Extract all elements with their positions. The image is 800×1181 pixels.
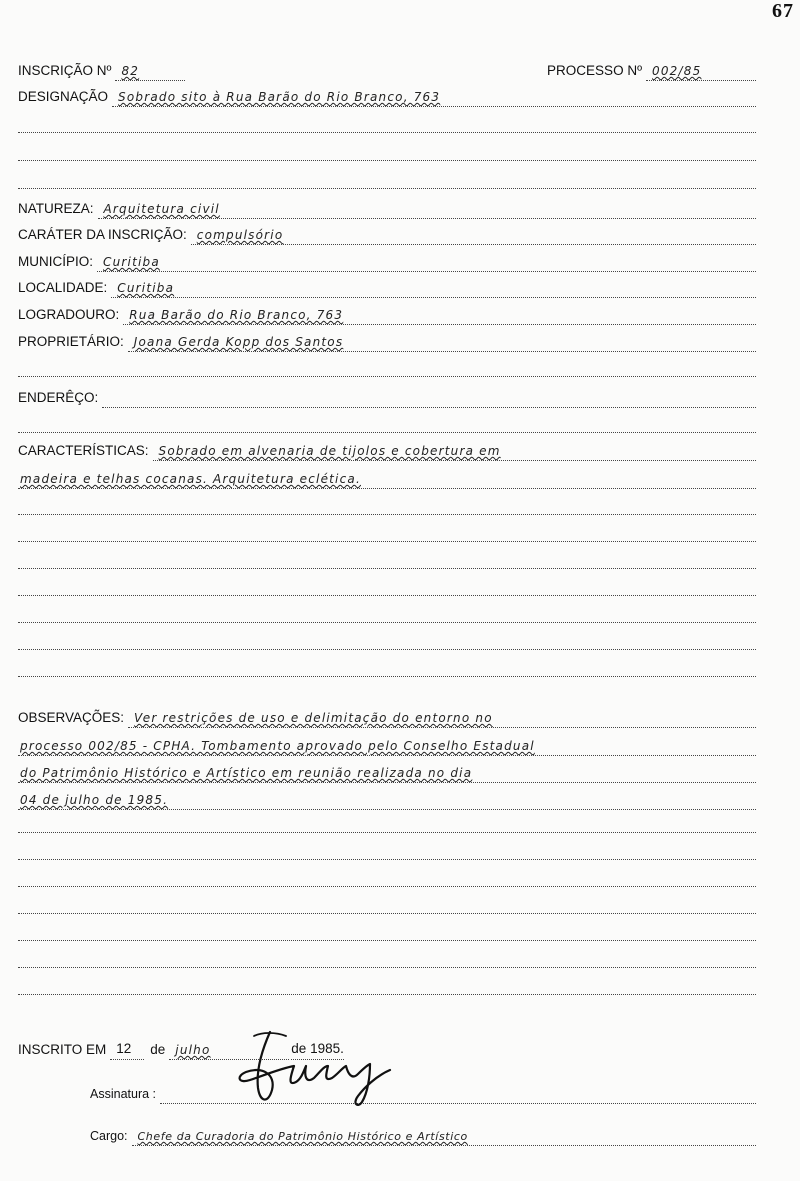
ruled-line <box>18 595 756 596</box>
municipio-label: MUNICÍPIO: <box>18 254 94 269</box>
designacao-label: DESIGNAÇÃO <box>18 89 109 104</box>
endereco-row <box>18 386 756 408</box>
logradouro-label: LOGRADOURO: <box>18 307 120 322</box>
municipio-row <box>18 250 756 272</box>
carater-value: compulsório <box>196 228 284 242</box>
ruled-line <box>18 541 756 542</box>
observacoes-cont <box>18 760 756 783</box>
ruled-line <box>18 649 756 650</box>
ruled-line <box>18 568 756 569</box>
ruled-line <box>18 886 756 887</box>
observacoes-field <box>128 705 756 728</box>
handwritten-signature <box>232 1030 402 1110</box>
inscrito-day-field <box>110 1037 144 1060</box>
processo-value: 002/85 <box>652 64 702 78</box>
natureza-field <box>98 196 756 219</box>
observacoes-line4: 04 de julho de 1985. <box>20 793 169 807</box>
caracteristicas-label: CARACTERÍSTICAS: <box>18 443 149 458</box>
processo-field <box>646 58 756 81</box>
ruled-line <box>18 913 756 914</box>
carater-field <box>191 222 756 245</box>
caracteristicas-field <box>153 438 756 461</box>
logradouro-value: Rua Barão do Rio Branco, 763 <box>129 308 344 322</box>
inscrito-month: julho <box>175 1043 211 1057</box>
municipio-field <box>97 249 756 272</box>
designacao-row <box>18 85 756 107</box>
caracteristicas-cont <box>18 466 756 489</box>
ruled-line <box>18 676 756 677</box>
ruled-line <box>18 188 756 189</box>
page-number: 67 <box>772 0 794 22</box>
ruled-line <box>18 832 756 833</box>
observacoes-label: OBSERVAÇÕES: <box>18 710 125 725</box>
cargo-label: Cargo: <box>90 1129 128 1143</box>
inscricao-field <box>115 58 185 81</box>
assinatura-row <box>90 1082 756 1104</box>
designacao-field <box>112 84 756 107</box>
carater-row <box>18 223 756 245</box>
localidade-label: LOCALIDADE: <box>18 280 108 295</box>
natureza-value: Arquitetura civil <box>103 202 220 216</box>
inscrito-year: de 1985. <box>291 1041 344 1060</box>
ruled-line <box>18 376 756 377</box>
carater-label: CARÁTER DA INSCRIÇÃO: <box>18 227 187 242</box>
localidade-row <box>18 276 756 298</box>
natureza-label: NATUREZA: <box>18 201 94 216</box>
ruled-line <box>18 940 756 941</box>
inscrito-de1: de <box>150 1042 166 1057</box>
endereco-label: ENDERÊÇO: <box>18 390 99 405</box>
ruled-line <box>18 160 756 161</box>
assinatura-label: Assinatura : <box>90 1087 157 1101</box>
ruled-line <box>18 859 756 860</box>
ruled-line <box>18 132 756 133</box>
proprietario-label: PROPRIETÁRIO: <box>18 334 124 349</box>
logradouro-field <box>123 302 756 325</box>
cargo-field <box>132 1123 756 1146</box>
localidade-field <box>111 275 756 298</box>
ruled-line <box>18 514 756 515</box>
ruled-line <box>18 967 756 968</box>
observacoes-line3: do Patrimônio Histórico e Artístico em reunião realizada no dia <box>20 766 473 780</box>
inscrito-label: INSCRITO EM <box>18 1042 107 1057</box>
observacoes-row <box>18 706 756 728</box>
header-row <box>18 59 756 81</box>
natureza-row <box>18 197 756 219</box>
caracteristicas-line1: Sobrado em alvenaria de tijolos e cobertura em <box>158 444 501 458</box>
endereco-field <box>102 385 756 408</box>
observacoes-line2: processo 002/85 - CPHA. Tombamento aprovado pelo Conselho Estadual <box>20 739 535 753</box>
proprietario-value: Joana Gerda Kopp dos Santos <box>133 335 344 349</box>
proprietario-row <box>18 330 756 352</box>
cargo-value: Chefe da Curadoria do Patrimônio Histórico e Artístico <box>137 1130 468 1143</box>
designacao-value: Sobrado sito à Rua Barão do Rio Branco, 763 <box>118 90 441 104</box>
cargo-row <box>90 1124 756 1146</box>
inscricao-value: 82 <box>121 64 140 78</box>
observacoes-line1: Ver restrições de uso e delimitação do entorno no <box>134 711 493 725</box>
inscricao-label: INSCRIÇÃO Nº <box>18 63 112 78</box>
inscrito-day: 12 <box>116 1041 132 1056</box>
caracteristicas-line2: madeira e telhas cocanas. Arquitetura eclética. <box>20 472 361 486</box>
municipio-value: Curitiba <box>103 255 160 269</box>
logradouro-row <box>18 303 756 325</box>
ruled-line <box>18 994 756 995</box>
processo-label: PROCESSO Nº <box>547 63 642 78</box>
ruled-line <box>18 622 756 623</box>
localidade-value: Curitiba <box>117 281 175 295</box>
observacoes-cont <box>18 733 756 756</box>
observacoes-cont <box>18 787 756 810</box>
ruled-line <box>18 432 756 433</box>
proprietario-field <box>128 329 756 352</box>
caracteristicas-row <box>18 439 756 461</box>
